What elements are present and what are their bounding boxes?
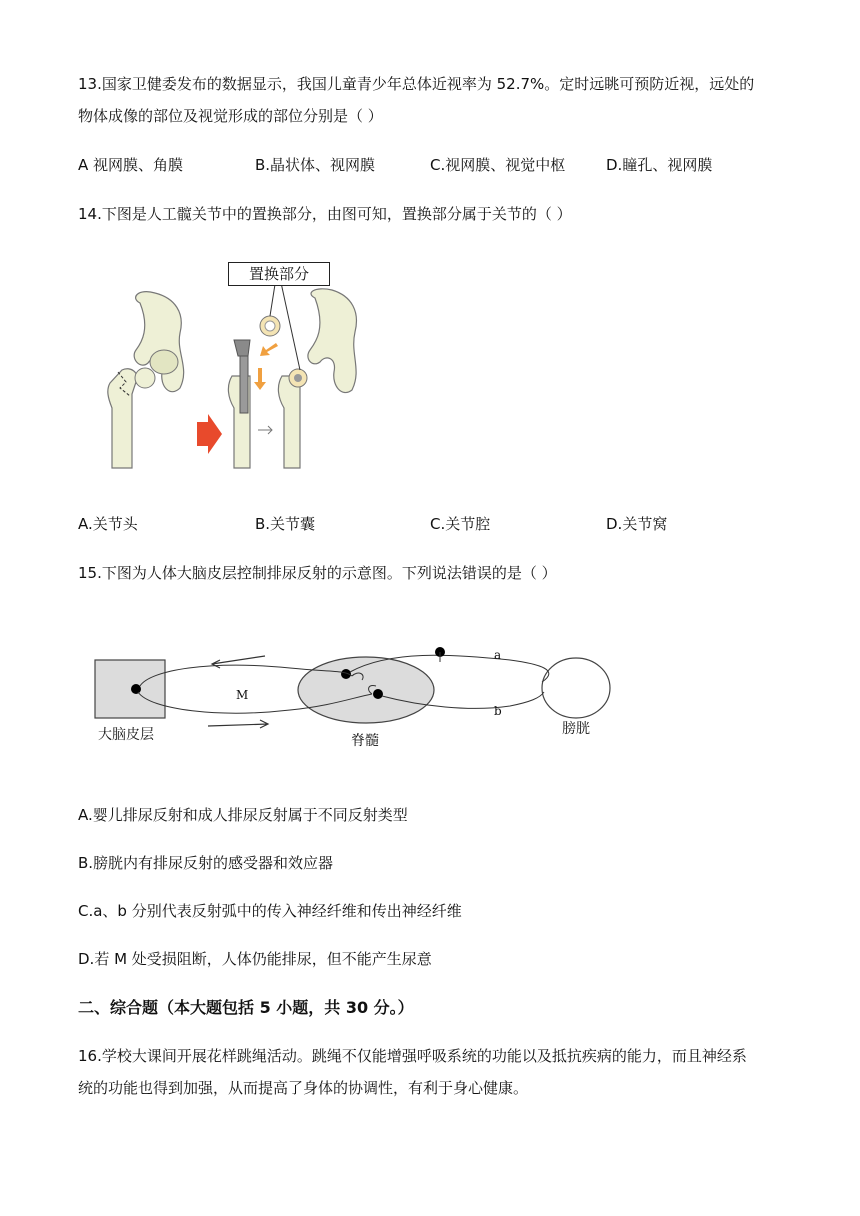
label-b: b xyxy=(494,704,502,718)
q15-option-c: C.a、b 分别代表反射弧中的传入神经纤维和传出神经纤维 xyxy=(78,902,462,920)
label-a: a xyxy=(494,648,502,662)
q16-text-line2: 统的功能也得到加强，从而提高了身体的协调性，有利于身心健康。 xyxy=(78,1079,529,1097)
reflex-diagram xyxy=(90,640,620,755)
q13-option-c: C.视网膜、视觉中枢 xyxy=(430,156,566,174)
bladder-circle xyxy=(542,658,610,718)
spinal-cord-ellipse xyxy=(298,657,434,723)
q13-option-b: B.晶状体、视网膜 xyxy=(255,156,376,174)
label-spinal-cord: 脊髓 xyxy=(351,733,379,749)
label-bladder: 膀胱 xyxy=(562,721,590,737)
label-m: M xyxy=(236,688,249,702)
q13-option-a: A 视网膜、角膜 xyxy=(78,156,184,174)
brain-cortex-box xyxy=(95,660,165,718)
section2-title: 二、综合题（本大题包括 5 小题，共 30 分。） xyxy=(78,998,414,1017)
red-arrow-icon xyxy=(197,414,222,454)
q15-option-b: B.膀胱内有排尿反射的感受器和效应器 xyxy=(78,854,334,872)
q13-text-line2: 物体成像的部位及视觉形成的部位分别是（ ） xyxy=(78,107,383,125)
q13-text-line1: 13.国家卫健委发布的数据显示，我国儿童青少年总体近视率为 52.7%。定时远眺可预防近视，远处的 xyxy=(78,75,755,93)
hip-joint-figure xyxy=(100,258,400,473)
upward-arrow-icon xyxy=(212,656,265,668)
q13-option-d: D.瞳孔、视网膜 xyxy=(606,156,713,174)
replacement-part-label: 置换部分 xyxy=(228,262,330,286)
label-brain-cortex: 大脑皮层 xyxy=(98,727,154,743)
q15-text-line1: 15.下图为人体大脑皮层控制排尿反射的示意图。下列说法错误的是（ ） xyxy=(78,564,557,582)
q15-option-d: D.若 M 处受损阻断，人体仍能排尿，但不能产生尿意 xyxy=(78,950,432,968)
q14-option-c: C.关节腔 xyxy=(430,515,491,533)
q16-text-line1: 16.学校大课间开展花样跳绳活动。跳绳不仅能增强呼吸系统的功能以及抵抗疾病的能力，而且神经系 xyxy=(78,1047,747,1065)
downward-arrow-icon xyxy=(208,720,268,728)
q14-text-line1: 14.下图是人工髋关节中的置换部分，由图可知，置换部分属于关节的（ ） xyxy=(78,205,572,223)
q14-option-a: A.关节头 xyxy=(78,515,138,533)
q14-option-b: B.关节囊 xyxy=(255,515,316,533)
q15-option-a: A.婴儿排尿反射和成人排尿反射属于不同反射类型 xyxy=(78,806,408,824)
hip-joint-illustration xyxy=(100,258,400,473)
q14-option-d: D.关节窝 xyxy=(606,515,668,533)
